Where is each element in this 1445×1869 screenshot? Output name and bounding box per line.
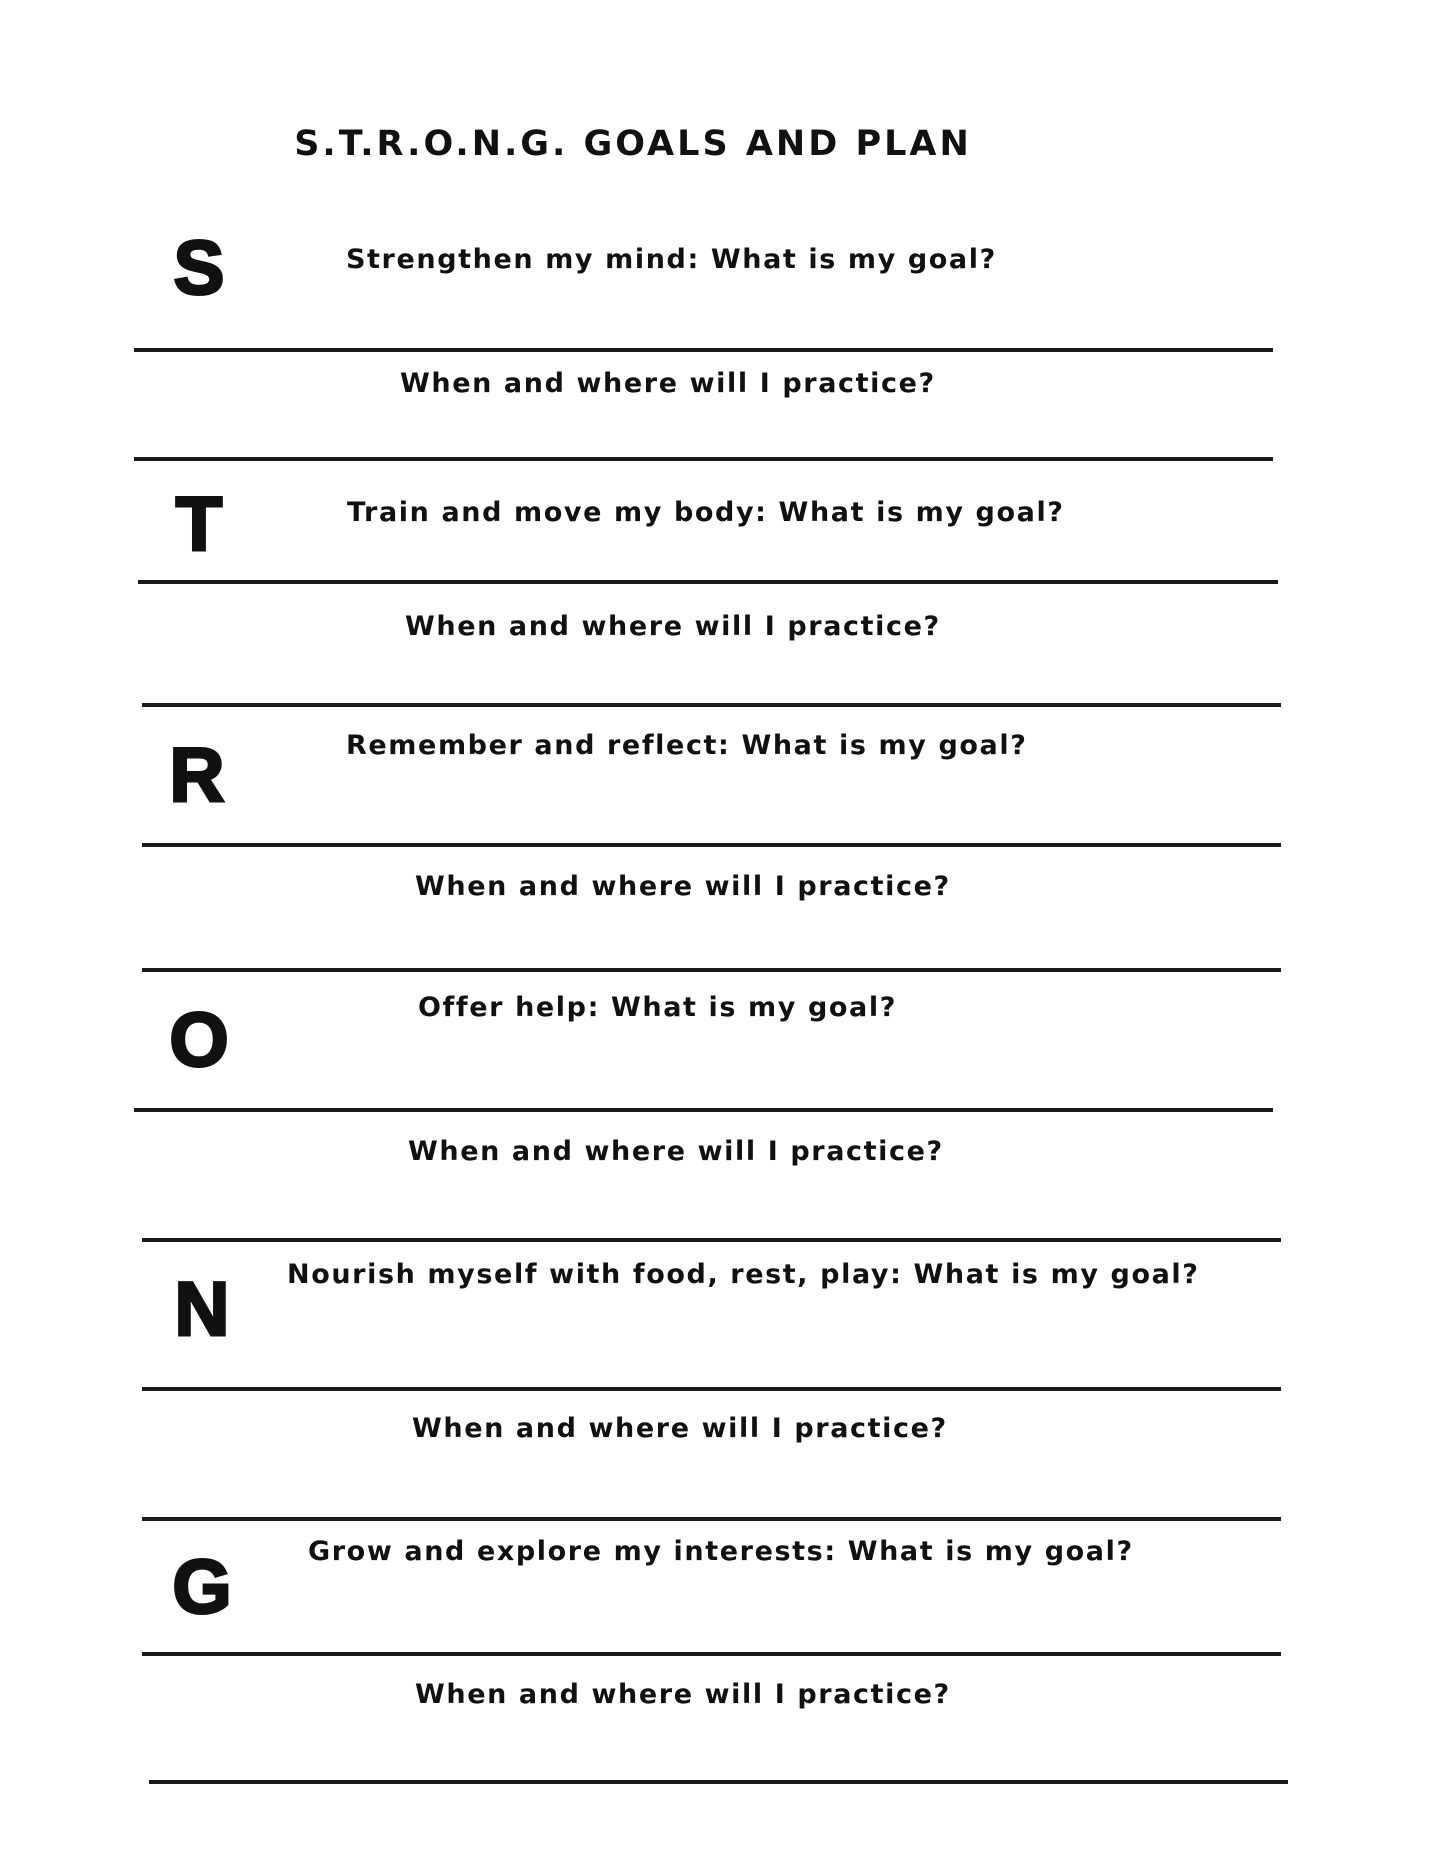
section-letter-o: O (169, 998, 229, 1083)
practice-answer-line-s[interactable] (134, 457, 1273, 461)
section-letter-n: N (174, 1267, 230, 1352)
goal-answer-line-r[interactable] (142, 843, 1281, 847)
goal-question-s: Strengthen my mind: What is my goal? (346, 244, 997, 275)
practice-question-n: When and where will I practice? (412, 1413, 948, 1444)
goal-question-t: Train and move my body: What is my goal? (347, 497, 1065, 528)
section-letter-s: S (173, 226, 225, 311)
section-letter-g: G (172, 1545, 232, 1630)
goal-answer-line-n[interactable] (142, 1387, 1281, 1391)
goal-answer-line-s[interactable] (134, 348, 1273, 352)
page-title: S.T.R.O.N.G. GOALS AND PLAN (294, 124, 972, 164)
practice-answer-line-n[interactable] (142, 1517, 1281, 1521)
practice-question-s: When and where will I practice? (400, 368, 936, 399)
goal-question-n: Nourish myself with food, rest, play: What is my goal? (287, 1259, 1200, 1290)
goal-answer-line-g[interactable] (142, 1652, 1281, 1656)
practice-question-r: When and where will I practice? (415, 871, 951, 902)
goal-question-g: Grow and explore my interests: What is my goal? (308, 1536, 1134, 1567)
practice-question-t: When and where will I practice? (405, 611, 941, 642)
practice-answer-line-g[interactable] (149, 1780, 1288, 1784)
goal-question-r: Remember and reflect: What is my goal? (346, 730, 1028, 761)
goal-question-o: Offer help: What is my goal? (418, 992, 897, 1023)
goal-answer-line-o[interactable] (134, 1108, 1273, 1112)
practice-question-o: When and where will I practice? (408, 1136, 944, 1167)
practice-answer-line-o[interactable] (142, 1238, 1281, 1242)
section-letter-r: R (169, 733, 225, 818)
practice-answer-line-r[interactable] (142, 968, 1281, 972)
practice-answer-line-t[interactable] (142, 703, 1281, 707)
practice-question-g: When and where will I practice? (415, 1679, 951, 1710)
goal-answer-line-t[interactable] (138, 580, 1278, 584)
section-letter-t: T (175, 482, 223, 567)
